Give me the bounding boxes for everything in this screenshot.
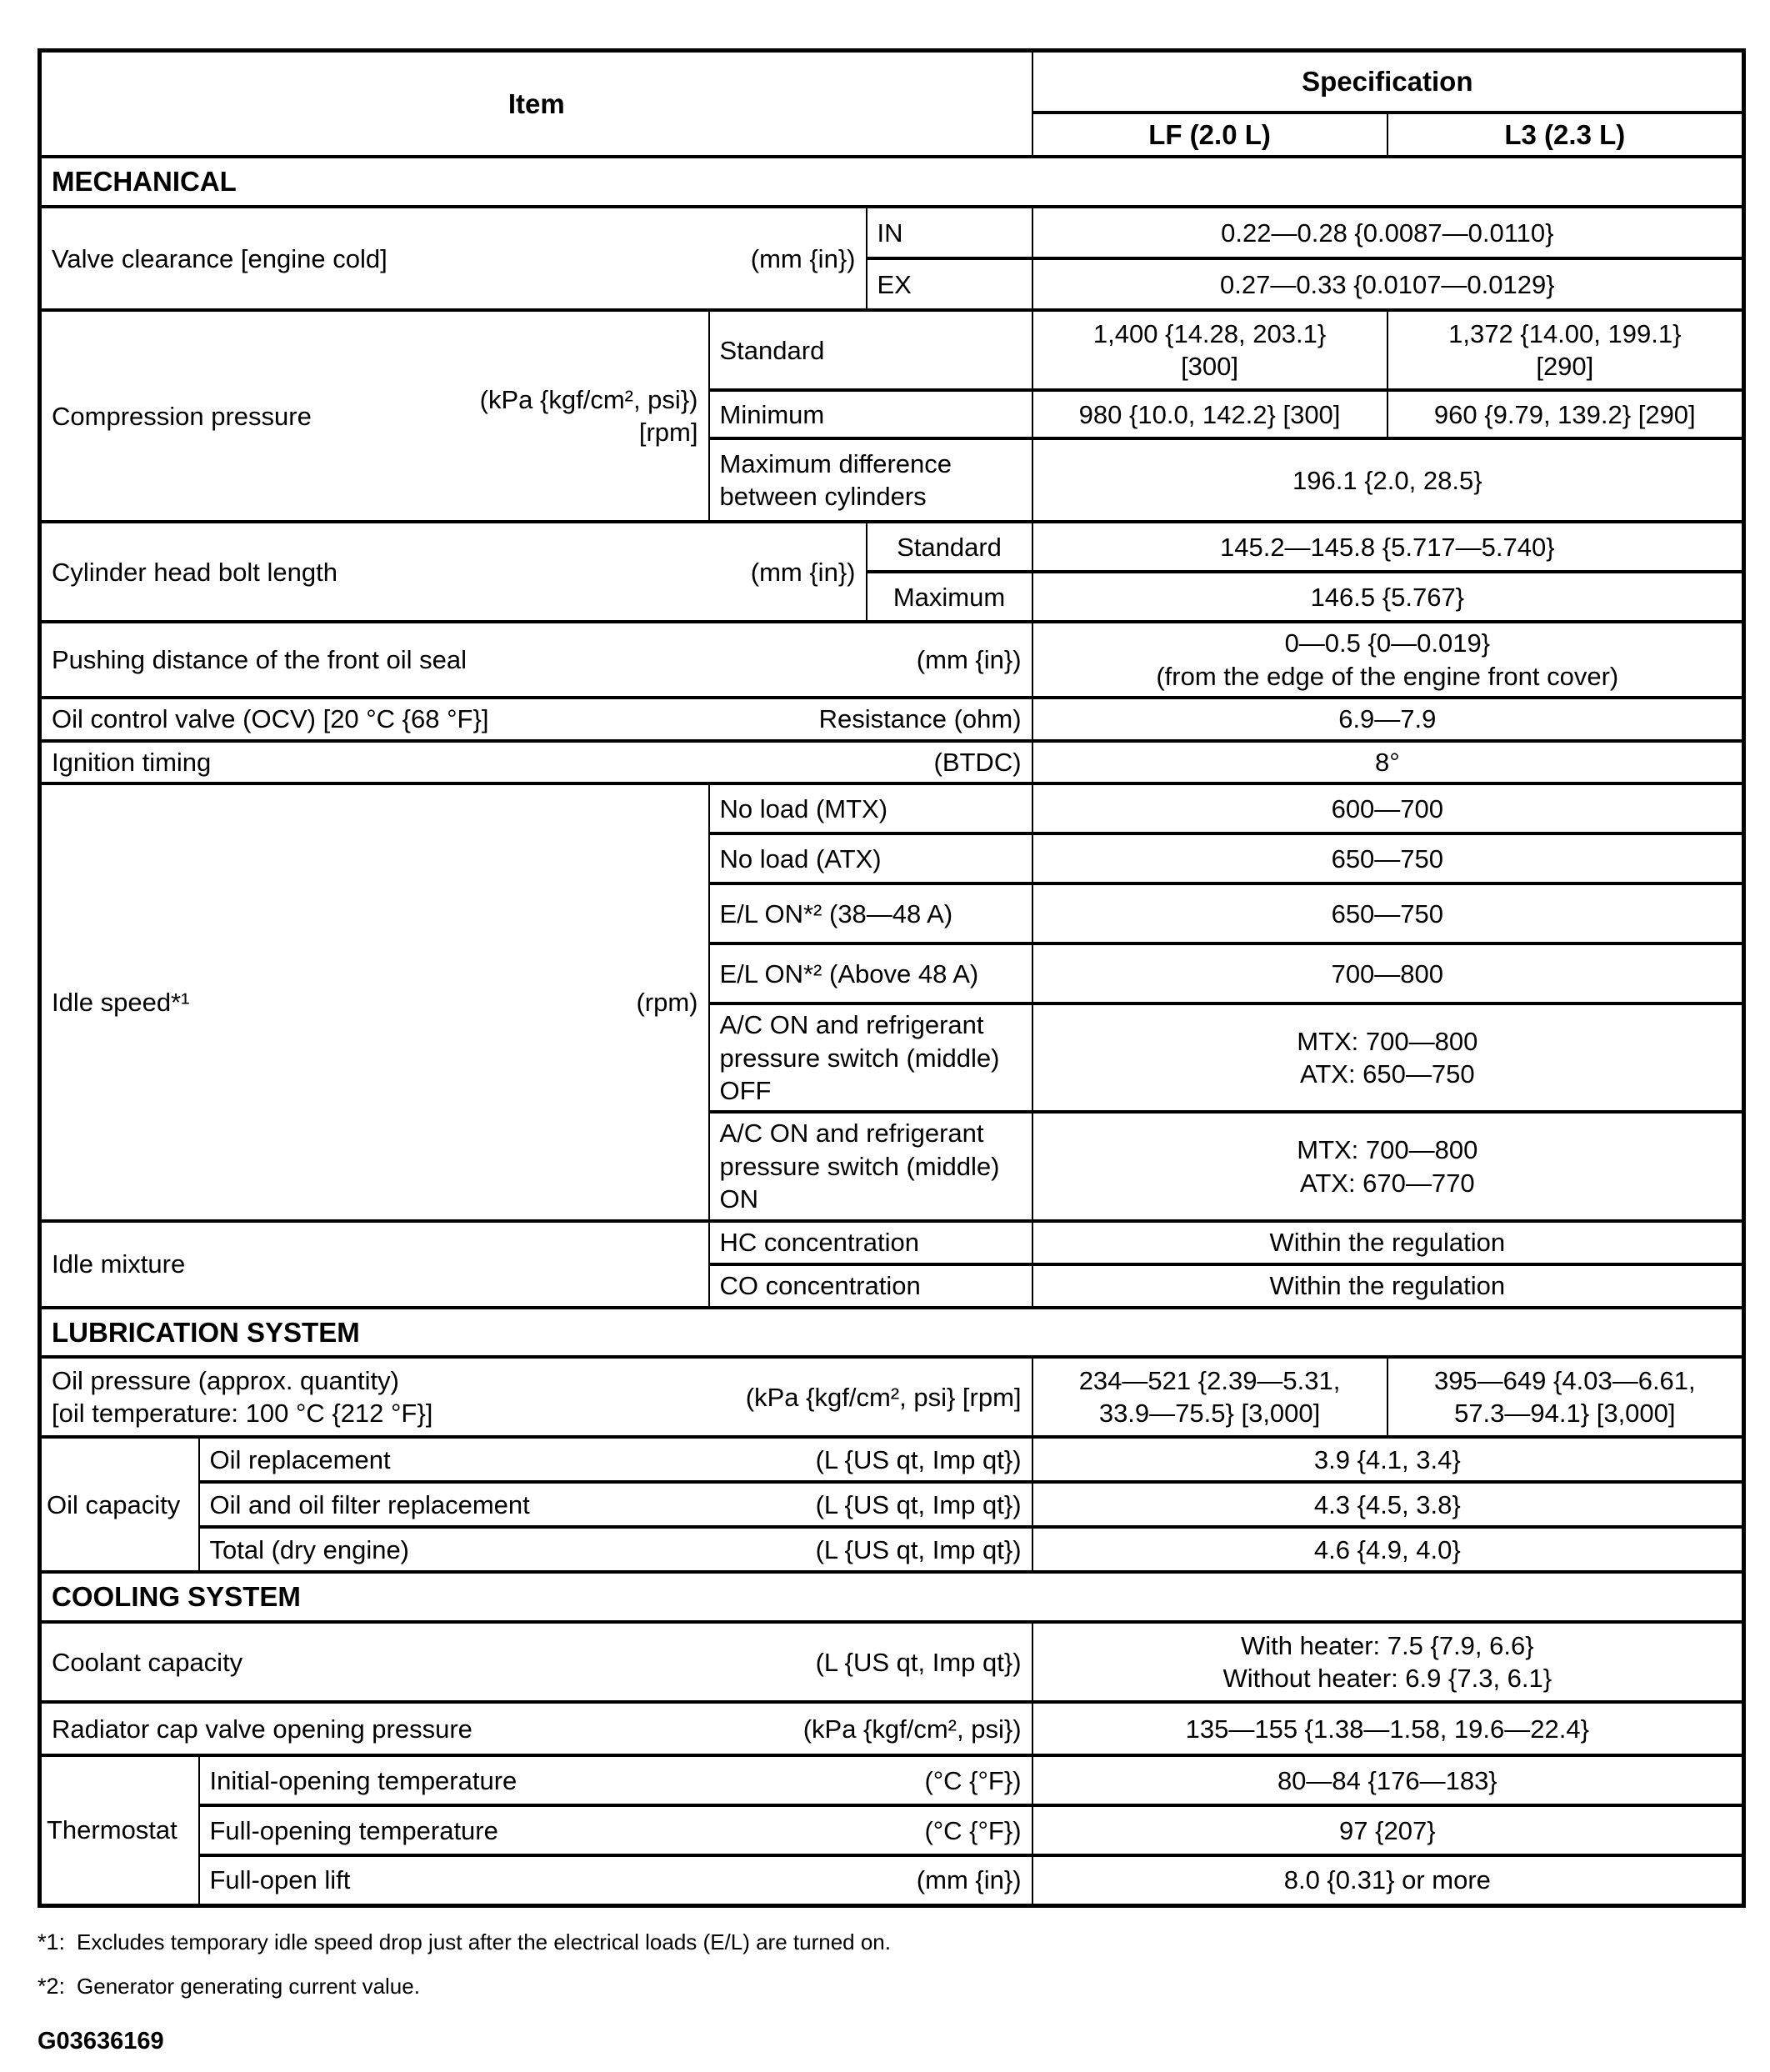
thermostat-item-label: Full-open lift [209, 1865, 351, 1895]
idle-mixture-hc-value: Within the regulation [1032, 1221, 1744, 1264]
section-title-mechanical: MECHANICAL [40, 157, 1744, 207]
column-header-engine-l3: L3 (2.3 L) [1388, 113, 1744, 158]
valve-clearance-ex-value: 0.27—0.33 {0.0107—0.0129} [1032, 258, 1744, 310]
valve-clearance-in-value: 0.22—0.28 {0.0087—0.0110} [1032, 207, 1744, 258]
footnote-2-marker: *2: [38, 1973, 66, 1999]
idle-speed-value [1032, 1112, 1744, 1220]
oil-pressure-lf-line2: 33.9—75.5} [3,000] [1098, 1399, 1321, 1429]
thermostat-item-unit: (°C {°F}) [924, 1765, 1022, 1795]
compression-maxdiff-label: Maximum difference between cylinders [709, 438, 1032, 522]
compression-minimum-l3-value: 960 {9.79, 139.2} [290] [1388, 390, 1744, 438]
oil-capacity-item-unit: (L {US qt, Imp qt}) [815, 1444, 1022, 1474]
ignition-timing-unit: (BTDC) [933, 748, 1022, 778]
oil-pressure-label-cell [40, 1357, 1032, 1437]
thermostat-value: 80—84 {176—183} [1032, 1755, 1744, 1805]
idle-speed-condition: A/C ON and refrigerant pressure switch (middle) ON [709, 1112, 1032, 1220]
pushing-distance-label-cell [40, 622, 1032, 698]
oil-capacity-item-cell [199, 1437, 1032, 1482]
idle-speed-value: 650—750 [1032, 833, 1744, 883]
compression-standard-lf-value [1032, 310, 1388, 390]
idle-speed-condition: E/L ON*² (Above 48 A) [709, 943, 1032, 1003]
oil-capacity-value: 3.9 {4.1, 3.4} [1032, 1437, 1744, 1482]
idle-mixture-co-label: CO concentration [709, 1264, 1032, 1308]
valve-clearance-in-label: IN [867, 207, 1032, 258]
valve-clearance-label: Valve clearance [engine cold] [52, 243, 388, 273]
row-radiator-cap [40, 1702, 1744, 1755]
oil-capacity-item-label: Oil and oil filter replacement [209, 1489, 530, 1519]
thermostat-value: 8.0 {0.31} or more [1032, 1855, 1744, 1905]
pushing-distance-value [1032, 622, 1744, 698]
coolant-capacity-label: Coolant capacity [52, 1647, 243, 1677]
oil-pressure-lf-line1: 234—521 {2.39—5.31, [1078, 1366, 1341, 1396]
idle-speed-label: Idle speed*¹ [52, 987, 190, 1017]
idle-mixture-label: Idle mixture [40, 1221, 709, 1308]
oil-pressure-label-line2: [oil temperature: 100 °C {212 °F}] [52, 1399, 433, 1429]
pushing-distance-value-line2: (from the edge of the engine front cover) [1156, 661, 1619, 691]
compression-standard-l3-value [1388, 310, 1744, 390]
idle-speed-condition: No load (MTX) [709, 783, 1032, 833]
compression-standard-l3-line2: [290] [1536, 352, 1594, 382]
section-cooling [40, 1572, 1744, 1622]
section-mechanical [40, 157, 1744, 207]
row-compression-standard [40, 310, 1744, 390]
compression-label: Compression pressure [52, 401, 312, 431]
idle-speed-value: 700—800 [1032, 943, 1744, 1003]
coolant-capacity-unit: (L {US qt, Imp qt}) [815, 1647, 1022, 1677]
cylinder-head-label: Cylinder head bolt length [52, 557, 338, 587]
idle-speed-condition: No load (ATX) [709, 833, 1032, 883]
idle-speed-value-atx: ATX: 670—770 [1299, 1168, 1475, 1198]
valve-clearance-unit: (mm {in}) [750, 243, 856, 273]
cylinder-head-unit: (mm {in}) [750, 557, 856, 587]
row-pushing-distance [40, 622, 1744, 698]
section-title-lubrication: LUBRICATION SYSTEM [40, 1308, 1744, 1358]
row-ocv [40, 698, 1744, 741]
ocv-label: Oil control valve (OCV) [20 °C {68 °F}] [52, 704, 489, 734]
idle-speed-condition: E/L ON*² (38—48 A) [709, 883, 1032, 943]
oil-capacity-value: 4.3 {4.5, 3.8} [1032, 1482, 1744, 1527]
row-oil-capacity-filter [40, 1482, 1744, 1527]
idle-speed-label-cell [40, 783, 709, 1220]
footnote-1-text: Excludes temporary idle speed drop just after the electrical loads (E/L) are turned on. [77, 1929, 891, 1954]
document-id: G03636169 [38, 2027, 164, 2054]
footnote-2 [38, 1974, 1742, 1999]
row-oil-pressure [40, 1357, 1744, 1437]
idle-speed-value-atx: ATX: 650—750 [1299, 1059, 1475, 1089]
radiator-cap-label: Radiator cap valve opening pressure [52, 1714, 472, 1744]
ocv-value: 6.9—7.9 [1032, 698, 1744, 741]
compression-label-cell [40, 310, 709, 522]
thermostat-item-label: Initial-opening temperature [209, 1765, 518, 1795]
row-oil-capacity-replacement [40, 1437, 1744, 1482]
compression-unit-line2: [rpm] [638, 418, 698, 448]
thermostat-item-cell [199, 1805, 1032, 1855]
oil-capacity-item-unit: (L {US qt, Imp qt}) [815, 1489, 1022, 1519]
row-thermostat-full-opening [40, 1805, 1744, 1855]
column-header-specification: Specification [1032, 51, 1744, 113]
thermostat-label: Thermostat [40, 1755, 199, 1905]
cylinder-head-standard-value: 145.2—145.8 {5.717—5.740} [1032, 522, 1744, 572]
compression-standard-lf-line2: [300] [1181, 352, 1239, 382]
compression-maxdiff-value: 196.1 {2.0, 28.5} [1032, 438, 1744, 522]
footnote-1-marker: *1: [38, 1929, 66, 1954]
pushing-distance-unit: (mm {in}) [916, 644, 1022, 674]
thermostat-item-unit: (mm {in}) [916, 1865, 1022, 1895]
row-cylinder-head-standard [40, 522, 1744, 572]
compression-minimum-lf-value: 980 {10.0, 142.2} [300] [1032, 390, 1388, 438]
coolant-capacity-value [1032, 1622, 1744, 1702]
oil-pressure-unit: (kPa {kgf/cm², psi} [rpm] [745, 1382, 1022, 1412]
row-oil-capacity-total [40, 1527, 1744, 1572]
ocv-unit: Resistance (ohm) [818, 704, 1022, 734]
idle-mixture-hc-label: HC concentration [709, 1221, 1032, 1264]
thermostat-item-label: Full-opening temperature [209, 1815, 498, 1845]
row-idle-mixture-hc [40, 1221, 1744, 1264]
engine-specification-table [38, 48, 1746, 1908]
radiator-cap-value: 135—155 {1.38—1.58, 19.6—22.4} [1032, 1702, 1744, 1755]
oil-capacity-item-label: Total (dry engine) [209, 1534, 410, 1564]
row-valve-clearance-in [40, 207, 1744, 258]
cylinder-head-maximum-value: 146.5 {5.767} [1032, 572, 1744, 622]
footnote-2-text: Generator generating current value. [77, 1973, 420, 1999]
compression-unit-line1: (kPa {kgf/cm², psi}) [479, 384, 698, 414]
oil-capacity-item-cell [199, 1527, 1032, 1572]
row-thermostat-full-open-lift [40, 1855, 1744, 1905]
thermostat-item-cell [199, 1855, 1032, 1905]
oil-capacity-value: 4.6 {4.9, 4.0} [1032, 1527, 1744, 1572]
valve-clearance-label-cell [40, 207, 867, 310]
row-coolant-capacity [40, 1622, 1744, 1702]
oil-pressure-l3-value [1388, 1357, 1744, 1437]
pushing-distance-label: Pushing distance of the front oil seal [52, 644, 468, 674]
oil-capacity-label: Oil capacity [40, 1437, 199, 1572]
ignition-timing-label-cell [40, 741, 1032, 783]
idle-speed-unit: (rpm) [636, 987, 698, 1017]
coolant-capacity-without-heater: Without heater: 6.9 {7.3, 6.1} [1222, 1664, 1552, 1694]
ignition-timing-label: Ignition timing [52, 748, 212, 778]
header-row-1 [40, 51, 1744, 113]
idle-speed-value-mtx: MTX: 700—800 [1297, 1027, 1478, 1057]
compression-minimum-label: Minimum [709, 390, 1032, 438]
ocv-label-cell [40, 698, 1032, 741]
idle-speed-value [1032, 1003, 1744, 1112]
cylinder-head-maximum-label: Maximum [867, 572, 1032, 622]
footnote-1 [38, 1929, 1742, 1955]
column-header-item: Item [40, 51, 1032, 158]
compression-standard-label: Standard [709, 310, 1032, 390]
row-ignition-timing [40, 741, 1744, 783]
thermostat-item-cell [199, 1755, 1032, 1805]
coolant-capacity-with-heater: With heater: 7.5 {7.9, 6.6} [1241, 1631, 1534, 1660]
thermostat-value: 97 {207} [1032, 1805, 1744, 1855]
idle-speed-value-mtx: MTX: 700—800 [1297, 1135, 1478, 1165]
oil-capacity-item-label: Oil replacement [209, 1444, 391, 1474]
section-title-cooling: COOLING SYSTEM [40, 1572, 1744, 1622]
oil-pressure-l3-line2: 57.3—94.1} [3,000] [1454, 1399, 1676, 1429]
row-idle-speed-noload-mtx [40, 783, 1744, 833]
valve-clearance-ex-label: EX [867, 258, 1032, 310]
cylinder-head-standard-label: Standard [867, 522, 1032, 572]
section-lubrication [40, 1308, 1744, 1358]
column-header-engine-lf: LF (2.0 L) [1032, 113, 1388, 158]
idle-speed-condition: A/C ON and refrigerant pressure switch (middle) OFF [709, 1003, 1032, 1112]
compression-standard-lf-line1: 1,400 {14.28, 203.1} [1092, 318, 1327, 348]
oil-capacity-item-unit: (L {US qt, Imp qt}) [815, 1534, 1022, 1564]
idle-mixture-co-value: Within the regulation [1032, 1264, 1744, 1308]
radiator-cap-unit: (kPa {kgf/cm², psi}) [802, 1714, 1022, 1744]
pushing-distance-value-line1: 0—0.5 {0—0.019} [1284, 628, 1491, 658]
oil-pressure-lf-value [1032, 1357, 1388, 1437]
oil-pressure-l3-line1: 395—649 {4.03—6.61, [1433, 1366, 1696, 1396]
compression-standard-l3-line1: 1,372 {14.00, 199.1} [1448, 318, 1682, 348]
thermostat-item-unit: (°C {°F}) [924, 1815, 1022, 1845]
idle-speed-value: 600—700 [1032, 783, 1744, 833]
footnotes [38, 1929, 1742, 2055]
idle-speed-value: 650—750 [1032, 883, 1744, 943]
oil-capacity-item-cell [199, 1482, 1032, 1527]
oil-pressure-label-line1: Oil pressure (approx. quantity) [52, 1366, 399, 1396]
ignition-timing-value: 8° [1032, 741, 1744, 783]
coolant-capacity-label-cell [40, 1622, 1032, 1702]
radiator-cap-label-cell [40, 1702, 1032, 1755]
cylinder-head-label-cell [40, 522, 867, 622]
row-thermostat-initial [40, 1755, 1744, 1805]
